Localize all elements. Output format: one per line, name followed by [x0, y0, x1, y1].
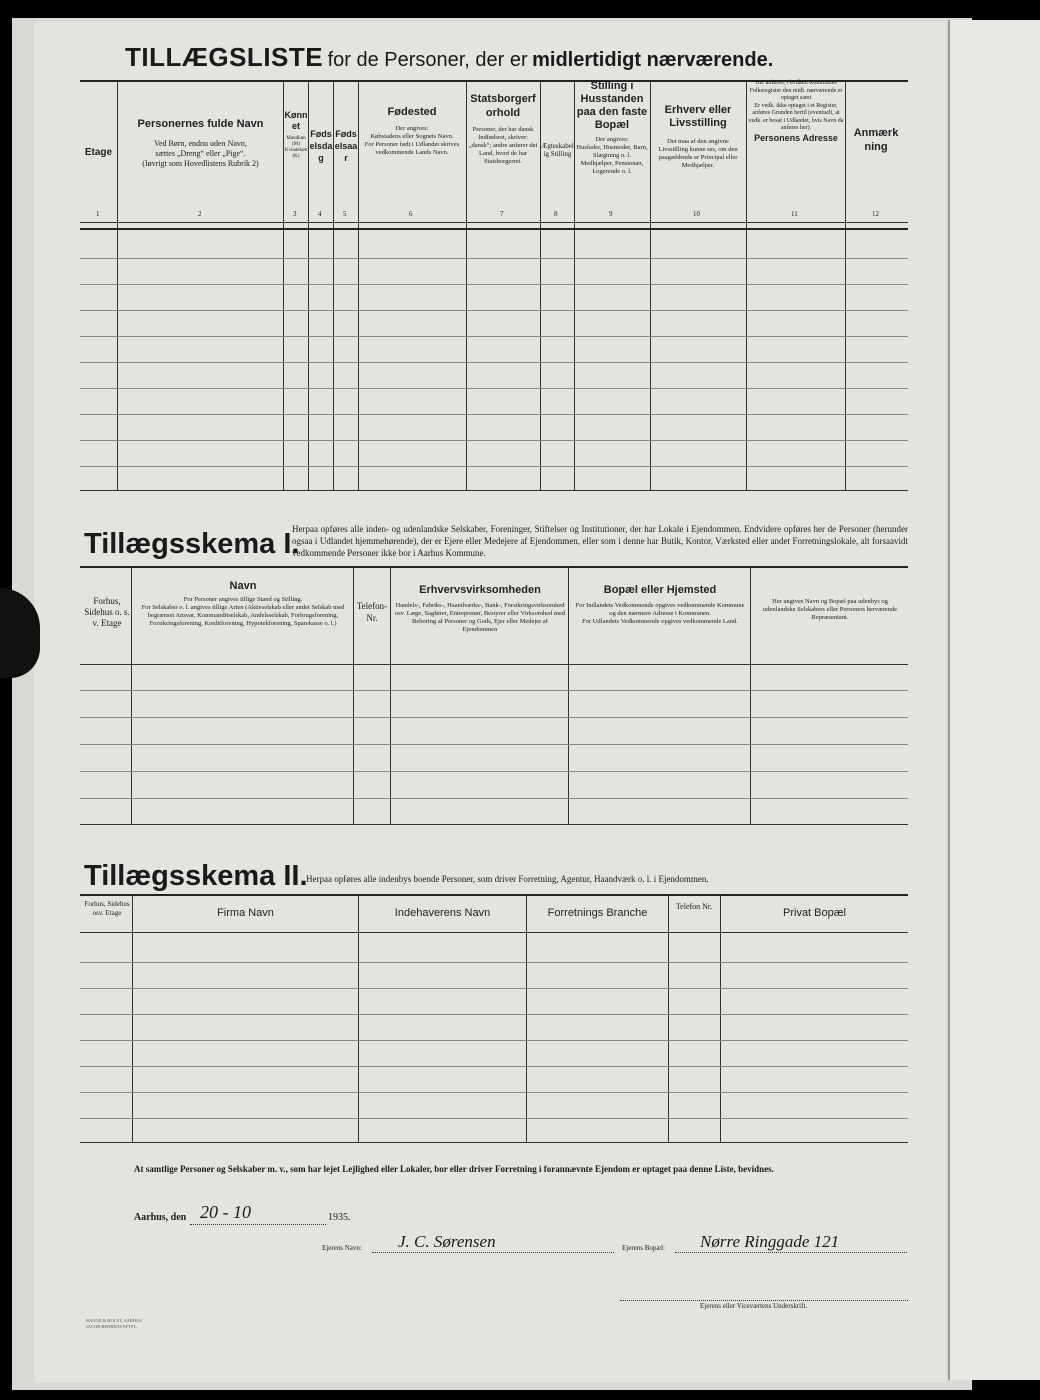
schema2-description: Herpaa opføres alle indenbys boende Personer, som driver Forretning, Agentur, Haandværk o. l. i Ejendommen.: [306, 874, 709, 884]
t1-col-foedselsdag: Fødselsdag: [309, 129, 333, 163]
title-main: TILLÆGSLISTE: [125, 42, 324, 72]
s2-vline: [358, 894, 359, 1142]
s1-row-line: [80, 798, 908, 799]
t1-num-5: 5: [343, 210, 347, 218]
s2-col-telefon: Telefon Nr.: [675, 902, 713, 911]
s1-col-navn-note: For Personer angives tillige Stand og Stilling. For Selskaber o. l. angives tillige Arten (Aktieselskab eller andet Selskab med begrænset Ansvar, Kommanditselskab, Andelsselskab, Forbrugsforening, Forsikringsforening, Kreditforening, Hypotekforening, Sparekasse o. l.): [141, 596, 345, 627]
s2-row-line: [80, 988, 908, 989]
s2-vline: [668, 894, 669, 1142]
s2-vline: [720, 894, 721, 1142]
t1-num-11: 11: [791, 210, 798, 218]
t1-col-erhverv-note: Det maa af den angivne Livsstilling kunne ses, om den paagældende er Principal eller Medhjælper.: [658, 138, 738, 169]
title-rest: for de Personer, der er: [327, 49, 528, 71]
s1-row-line: [80, 717, 908, 718]
s2-header-rule: [80, 932, 908, 933]
t1-col-stilling: [576, 80, 648, 176]
owner-name-handwritten: J. C. Sørensen: [398, 1232, 496, 1251]
t1-num-2: 2: [198, 210, 202, 218]
right-page-edge: [948, 20, 1040, 1380]
s1-col-etage: Forhus, Sidehus o. s. v. Etage: [84, 596, 130, 628]
footer-statement: At samtlige Personer og Selskaber m. v., som har lejet Lejlighed eller Lokaler, bor eller driver Forretning i forannævnte Ejendom er optaget paa denne Liste, bevidnes.: [134, 1164, 774, 1174]
s2-row-line: [80, 1118, 908, 1119]
t1-col-koen-note: Mandkøn (M) Kvindekøn (K): [284, 136, 308, 159]
s1-header-rule: [80, 664, 908, 665]
t1-row-line: [80, 388, 908, 389]
t1-col-adresse-label: Personens Adresse: [754, 132, 838, 143]
s2-col-branche: Forretnings Branche: [547, 907, 648, 919]
t1-col-koen-label: Kønnet: [284, 110, 308, 131]
footer-year: 1935.: [328, 1212, 351, 1223]
t1-vline: [746, 80, 747, 490]
t1-col-etage: Etage: [84, 147, 113, 158]
t1-row-line: [80, 310, 908, 311]
s2-top-rule: [80, 894, 908, 896]
t1-col-navn-note: Ved Børn, endnu uden Navn, sættes „Dreng“ eller „Pige“. (Iøvrigt som Hovedlistens Rubrik 2): [142, 139, 259, 168]
t1-col-foedested-note: Der angives: Købstadens eller Sognets Navn. For Personer født i Udlandet skrives vedkommende Lands Navn.: [364, 125, 460, 156]
s1-col-erhverv-note: Handels-, Fabriks-, Haandværks-, Bank-, Forsikringsvirksomhed osv. Læge, Sagfører, Entreprenør, Bestyrer eller Virksomhed med Beboring af Personer og Gods, Ejer eller Medejer af Ejendommen: [394, 602, 566, 633]
t1-col-koen: [284, 110, 308, 160]
t1-num-12: 12: [872, 210, 879, 218]
s2-row-line: [80, 1066, 908, 1067]
t1-col-erhverv: [652, 104, 744, 170]
s1-vline: [131, 566, 132, 824]
s2-col-privat-bopael: Privat Bopæl: [783, 907, 846, 919]
s1-col-erhverv-label: Erhvervsvirksomheden: [419, 584, 541, 596]
owner-name-line: [372, 1252, 614, 1253]
owner-address-label: Ejerens Bopæl:: [622, 1244, 665, 1252]
t1-col-adresse-note: Her anføres, i hvilken Kommunes Folkeregister den midl. nærværende er optaget samt Er vedk. ikke optaget i et Register, anføres Grunden hertil (eventuelt, at vedk. er bosat i Udlandet, hvis Navn da anføres her).: [748, 80, 844, 131]
t1-col-navn-label: Personernes fulde Navn: [137, 118, 264, 130]
s1-top-rule: [80, 566, 908, 568]
t1-row-line: [80, 258, 908, 259]
form-sheet: [34, 22, 946, 1382]
t1-num-3: 3: [293, 210, 297, 218]
t1-num-7: 7: [500, 210, 504, 218]
t1-col-statsborger-note: Personer, der har dansk Indfødsret, skriver: „dansk“; andre anfører det Land, hvori de har Statsborgerret.: [468, 126, 538, 165]
s1-row-line: [80, 771, 908, 772]
t1-col-foedested-label: Fødested: [387, 106, 437, 118]
s2-vline: [526, 894, 527, 1142]
s1-col-bopael: [572, 584, 748, 626]
s1-row-line: [80, 690, 908, 691]
t1-num-9: 9: [609, 210, 613, 218]
s2-row-line: [80, 962, 908, 963]
t1-col-anmaerkning: Anmærkning: [853, 127, 899, 153]
printer-imprint: BAGGE & HOLST, AARHUS JACOB BEHRENS EFTFL.: [86, 1318, 142, 1329]
s1-col-erhverv: [394, 584, 566, 634]
date-handwritten: 20 - 10: [200, 1202, 251, 1222]
s1-col-bopael-note: For Indlandets Vedkommende opgives vedkommende Kommune og den nærmere Adresse i Kommunen. For Udlandets Vedkommende opgives vedkommende Land.: [575, 602, 745, 625]
s2-col-firma: Firma Navn: [217, 907, 274, 919]
footer-place: Aarhus, den: [134, 1212, 187, 1223]
s2-bottom-rule: [80, 1142, 908, 1143]
t1-col-stilling-note: Der angives: Husfader, Husmoder, Barn, Slægtning o. l. Medhjælper, Pensionær, Logerende o. l.: [576, 136, 648, 175]
t1-header-rule-2: [80, 228, 908, 230]
date-line: [190, 1224, 326, 1225]
page-title: [125, 42, 885, 73]
s1-vline: [390, 566, 391, 824]
t1-row-line: [80, 284, 908, 285]
t1-row-line: [80, 336, 908, 337]
t1-col-erhverv-label: Erhverv eller Livsstilling: [664, 104, 732, 129]
s1-vline: [568, 566, 569, 824]
s1-vline: [353, 566, 354, 824]
t1-col-statsborger: [468, 92, 538, 166]
s2-row-line: [80, 1092, 908, 1093]
schema1-description: Herpaa opføres alle inden- og udenlandske Selskaber, Foreninger, Stiftelser og Institutioner, der har Lokale i Ejendommen. Endvidere opføres her de Personer (herunder ogsaa i Udlandet hjemmehørende), der er Ejere eller Medejere af Ejendommen, eller som i denne har Butik, Kontor, Værksted eller andet Forretningslokale, alt forsaavidt vedkommende Personer ikke bor i Aarhus Kommune.: [292, 524, 908, 558]
t1-bottom-rule: [80, 490, 908, 491]
t1-num-8: 8: [554, 210, 558, 218]
t1-num-4: 4: [318, 210, 322, 218]
s1-col-telefon: Telefon-Nr.: [356, 601, 388, 623]
s1-col-navn: [136, 580, 350, 628]
t1-row-line: [80, 440, 908, 441]
s1-col-navn-label: Navn: [229, 580, 257, 592]
t1-col-aegteskab-label: Ægteskabelig Stilling: [541, 142, 574, 158]
t1-col-aegteskab: [541, 142, 574, 158]
signature-label: Ejerens eller Viceværtens Underskrift.: [700, 1302, 808, 1310]
t1-col-navn: [118, 118, 283, 169]
s1-vline: [750, 566, 751, 824]
s1-col-bopael-label: Bopæl eller Hjemsted: [603, 584, 717, 596]
t1-vline: [574, 80, 575, 490]
t1-row-line: [80, 414, 908, 415]
s2-row-line: [80, 1014, 908, 1015]
t1-row-line: [80, 466, 908, 467]
t1-col-adresse: [748, 80, 844, 144]
s1-row-line: [80, 744, 908, 745]
t1-col-statsborger-label: Statsborgerforhold: [470, 93, 536, 119]
s1-bottom-rule: [80, 824, 908, 825]
schema1-title: Tillægsskema I.: [84, 528, 300, 560]
s2-row-line: [80, 1040, 908, 1041]
schema2-title: Tillægsskema II.: [84, 860, 308, 892]
t1-num-1: 1: [96, 210, 100, 218]
t1-num-6: 6: [409, 210, 413, 218]
owner-address-line: [675, 1252, 907, 1253]
t1-row-line: [80, 362, 908, 363]
s2-vline: [132, 894, 133, 1142]
t1-header-rule: [80, 222, 908, 223]
t1-vline: [358, 80, 359, 490]
owner-address-handwritten: Nørre Ringgade 121: [700, 1232, 840, 1251]
t1-vline: [650, 80, 651, 490]
t1-col-foedested: [360, 106, 464, 157]
t1-col-foedselsaar: Fødselsaar: [334, 129, 358, 163]
t1-col-stilling-label: Stilling i Husstanden paa den faste Bopæl: [576, 80, 648, 131]
title-bold-end: midlertidigt nærværende.: [532, 49, 774, 71]
signature-line: [620, 1300, 908, 1301]
s2-col-indehaver: Indehaverens Navn: [394, 907, 491, 919]
s1-col-repraesentant: Her angives Navn og Bopæl paa udenbys og udenlandske Selskabers eller Personers herværende Repræsentant.: [763, 598, 897, 621]
s2-col-etage: Forhus, Sidehus osv. Etage: [84, 900, 130, 917]
t1-vline: [466, 80, 467, 490]
t1-num-10: 10: [693, 210, 700, 218]
owner-name-label: Ejerens Navn:: [322, 1244, 362, 1252]
